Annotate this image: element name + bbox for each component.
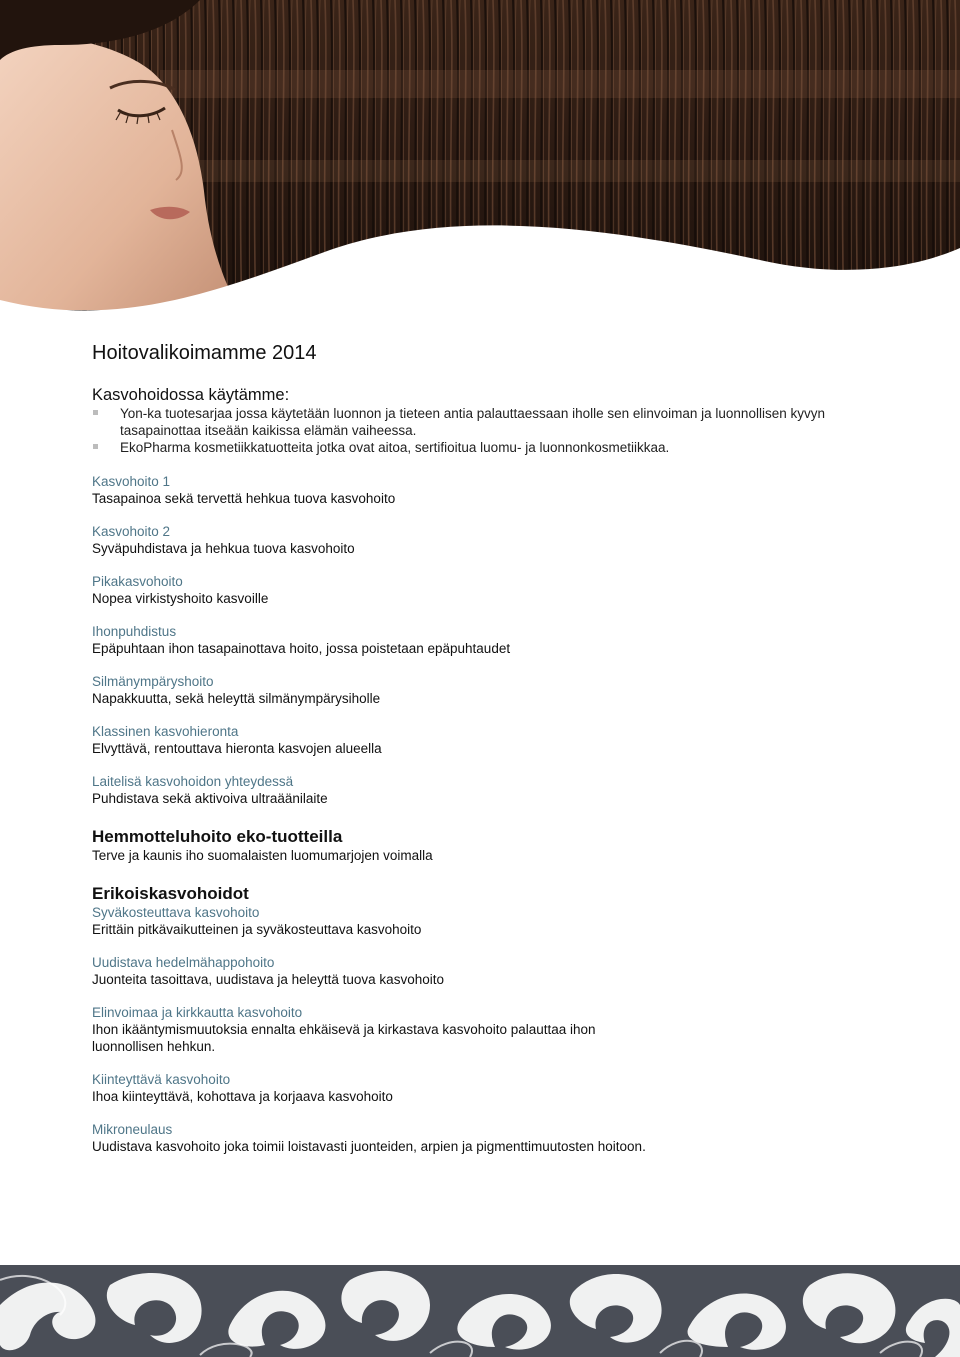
- service-name: Silmänympäryshoito: [92, 674, 214, 689]
- service-item: [92, 1004, 892, 1055]
- pampering-heading: Hemmotteluhoito eko-tuotteilla: [92, 827, 343, 846]
- bullet-text: Yon-ka tuotesarjaa jossa käytetään luonnon ja tieteen antia palauttaessaan iholle sen elinvoiman ja luonnollisen kyvyn tasapainottaa itseään kaikissa elämän vaiheessa.: [120, 406, 825, 438]
- service-item: [92, 523, 892, 557]
- service-name: Mikroneulaus: [92, 1122, 173, 1137]
- service-item: [92, 623, 892, 657]
- service-item: [92, 673, 892, 707]
- service-name: Syväkosteuttava kasvohoito: [92, 905, 260, 920]
- list-item: [92, 439, 880, 456]
- service-item: [92, 904, 892, 938]
- service-name: Kiinteyttävä kasvohoito: [92, 1072, 231, 1087]
- service-description: Erittäin pitkävaikutteinen ja syväkosteuttava kasvohoito: [92, 922, 422, 937]
- service-description: Ihoa kiinteyttävä, kohottava ja korjaava kasvohoito: [92, 1089, 393, 1104]
- bullet-text: EkoPharma kosmetiikkatuotteita jotka ovat aitoa, sertifioitua luomu- ja luonnonkosmetiikkaa.: [120, 440, 670, 455]
- service-description: Puhdistava sekä aktivoiva ultraäänilaite: [92, 791, 328, 806]
- service-name: Pikakasvohoito: [92, 574, 183, 589]
- service-name: Uudistava hedelmähappohoito: [92, 955, 275, 970]
- intro-bullet-list: [92, 405, 892, 456]
- service-description: Juonteita tasoittava, uudistava ja heleyttä tuova kasvohoito: [92, 972, 444, 987]
- service-item: [92, 723, 892, 757]
- service-item: [92, 954, 892, 988]
- service-description: Elvyttävä, rentouttava hieronta kasvojen alueella: [92, 741, 382, 756]
- service-item: [92, 1121, 892, 1155]
- service-name: Ihonpuhdistus: [92, 624, 177, 639]
- service-name: Laitelisä kasvohoidon yhteydessä: [92, 774, 294, 789]
- service-item: [92, 573, 892, 607]
- list-item: [92, 405, 880, 439]
- service-item: [92, 473, 892, 507]
- service-item: [92, 773, 892, 807]
- page-title: Hoitovalikoimamme 2014: [92, 342, 317, 364]
- service-description: Napakkuutta, sekä heleyttä silmänympärysiholle: [92, 691, 381, 706]
- special-heading: Erikoiskasvohoidot: [92, 884, 249, 903]
- service-item: [92, 1071, 892, 1105]
- service-description: Syväpuhdistava ja hehkua tuova kasvohoito: [92, 541, 355, 556]
- square-bullet-icon: [93, 410, 98, 415]
- service-description: Ihon ikääntymismuutoksia ennalta ehkäisevä ja kirkastava kasvohoito palauttaa ihon luonnollisen hehkun.: [92, 1022, 596, 1054]
- service-name: Kasvohoito 1: [92, 474, 171, 489]
- main-content: [92, 342, 892, 1171]
- service-name: Kasvohoito 2: [92, 524, 171, 539]
- intro-heading: Kasvohoidossa käytämme:: [92, 386, 290, 404]
- header-photo: [0, 0, 960, 320]
- pampering-description: Terve ja kaunis iho suomalaisten luomumarjojen voimalla: [92, 848, 433, 863]
- service-description: Uudistava kasvohoito joka toimii loistavasti juonteiden, arpien ja pigmenttimuutosten hoitoon.: [92, 1139, 646, 1154]
- footer-swirl-pattern: [0, 1265, 960, 1357]
- square-bullet-icon: [93, 444, 98, 449]
- service-name: Klassinen kasvohieronta: [92, 724, 239, 739]
- service-description: Epäpuhtaan ihon tasapainottava hoito, jossa poistetaan epäpuhtaudet: [92, 641, 511, 656]
- service-name: Elinvoimaa ja kirkkautta kasvohoito: [92, 1005, 303, 1020]
- service-description: Tasapainoa sekä tervettä hehkua tuova kasvohoito: [92, 491, 396, 506]
- service-description: Nopea virkistyshoito kasvoille: [92, 591, 269, 606]
